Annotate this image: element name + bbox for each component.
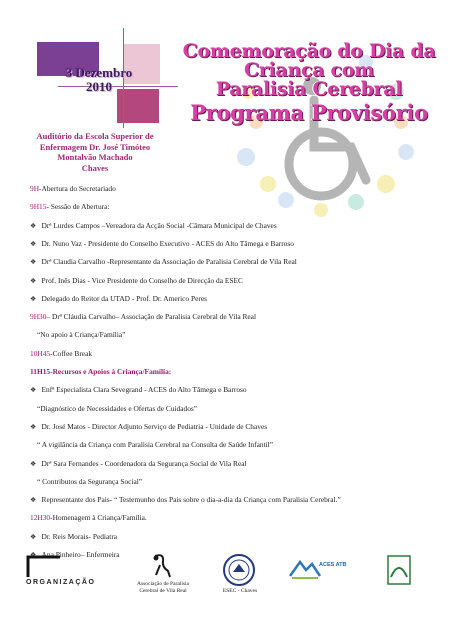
title-line: Paralisia Cerebral [215, 78, 403, 100]
apc-logo-icon [150, 553, 174, 579]
program-bullet-item [30, 257, 297, 267]
program-text: “Diagnóstico de Necessidades e Ofertas de Cuidados” [37, 403, 198, 413]
program-subtitle [37, 330, 125, 339]
program-text: Ana Pinheiro– Enfermeira [41, 550, 120, 559]
bullet-icon: ❖ [30, 551, 42, 559]
program-text: -Coffee Break [50, 348, 93, 358]
program-bullet-item [30, 459, 247, 469]
program-text: Dr. Nuno Vaz - Presidente do Conselho Executivo - ACES do Alto Tâmega e Barroso [41, 238, 294, 248]
organization-logo-icon [26, 555, 62, 579]
program-text: Representante dos Pais- “ Testemunho dos Pais sobre o dia-a-dia da Criança com Paralisia Cerebral.” [41, 495, 341, 505]
program-text: “ Contributos da Segurança Social” [37, 476, 143, 486]
bullet-icon: ❖ [30, 258, 42, 267]
program-text: Prof. Inês Dias - Vice Presidente do Conselho de Direcção da ESEC [41, 275, 243, 285]
venue-line: Enfermagem Dr. José Timóteo [39, 141, 151, 152]
page-title [168, 42, 450, 127]
title-line: Criança com [243, 59, 374, 81]
esec-seal-icon [222, 553, 256, 587]
event-date-year: 2010 [86, 79, 112, 94]
program-text: -Recursos e Apoios à Criança/Família: [50, 367, 172, 376]
organization-label: ORGANIZAÇÃO [26, 579, 96, 586]
bullet-icon: ❖ [30, 386, 42, 395]
bullet-icon: ❖ [30, 459, 42, 468]
program-time: 12H30 [30, 513, 51, 523]
apc-label [128, 581, 198, 594]
program-bullet-item [30, 385, 247, 395]
program-time: 9H [30, 184, 40, 193]
title-line: Programa Provisório [190, 100, 428, 125]
venue-block [33, 131, 157, 173]
program-bullet-item [30, 239, 294, 249]
program-bullet-item [30, 276, 243, 286]
program-text: Dr. José Matos - Director Adjunto Serviço de Pediatria - Unidade de Chaves [41, 421, 268, 431]
aces-label: ACES ATB [319, 562, 347, 568]
bullet-icon: ❖ [30, 239, 42, 248]
bullet-icon: ❖ [30, 422, 42, 431]
program-text: Dr. Reis Morais- Pediatra [41, 531, 118, 541]
title-line: Comemoração do Dia da [182, 40, 436, 62]
venue-line: Montalvão Machado [57, 152, 133, 162]
program-text: Drª Sara Fernandes - Coordenadora da Segurança Social de Vila Real [41, 458, 247, 468]
program-bullet-item [30, 495, 341, 505]
aces-logo-icon [288, 556, 322, 580]
program-text: “No apoio à Criança/Família” [37, 330, 126, 340]
program-time: 10H45 [30, 348, 51, 358]
event-date-day: 3 Dezembro [65, 65, 133, 80]
program-subtitle [37, 404, 197, 413]
program-text: -Homenagem à Criança/Família. [50, 513, 147, 523]
bullet-icon: ❖ [30, 221, 42, 230]
program-subtitle [37, 440, 273, 449]
program-text: Delegado do Reitor da UTAD - Prof. Dr. Americo Peres [41, 293, 207, 303]
program-time-entry [30, 349, 92, 358]
program-text: -Abertura do Secretariado [39, 184, 116, 193]
program-bullet-item [30, 294, 207, 304]
program-text: Enfª Especialista Clara Sevegrand - ACES do Alto Tâmega e Barroso [41, 385, 247, 395]
program-time-entry [30, 513, 147, 522]
venue-line: Chaves [81, 162, 109, 173]
apc-label-line: Cerebral de Vila Real [139, 587, 187, 594]
program-text: Drª Claudia Carvalho -Representante da Associação de Paralisia Cerebral de Vila Real [41, 257, 297, 267]
program-time: 9H15 [30, 202, 47, 212]
program-text: Drª Lurdes Campos –Vereadora da Acção Social -Câmara Municipal de Chaves [41, 220, 277, 230]
program-bullet-item [30, 221, 277, 231]
event-date [44, 66, 154, 94]
venue-line: Auditório da Escola Superior de [36, 131, 154, 141]
bullet-icon: ❖ [30, 532, 42, 541]
program-text: “ A vigilância da Criança com Paralisia Cerebral na Consulta de Saúde Infantil” [37, 440, 274, 450]
esec-label: ESEC - Chaves [222, 588, 258, 594]
utad-logo-icon [387, 555, 411, 585]
program-time-entry [30, 312, 256, 321]
program-time-entry [30, 367, 171, 376]
program-bullet-item [30, 422, 267, 432]
program-bullet-item [30, 532, 117, 542]
program-text: - Sessão de Abertura: [46, 202, 110, 212]
program-text: – Drª Cláudia Carvalho– Associação de Paralisia Cerebral de Vila Real [46, 312, 256, 322]
bullet-icon: ❖ [30, 294, 42, 303]
bullet-icon: ❖ [30, 276, 42, 285]
program-subtitle [37, 477, 142, 486]
program-time-entry [30, 202, 109, 211]
bullet-icon: ❖ [30, 496, 42, 505]
apc-label-line: Associação de Paralisia [137, 581, 189, 587]
program-time: 11H15 [30, 367, 51, 376]
program-time-entry [30, 184, 116, 193]
program-time: 9H30 [30, 312, 47, 322]
